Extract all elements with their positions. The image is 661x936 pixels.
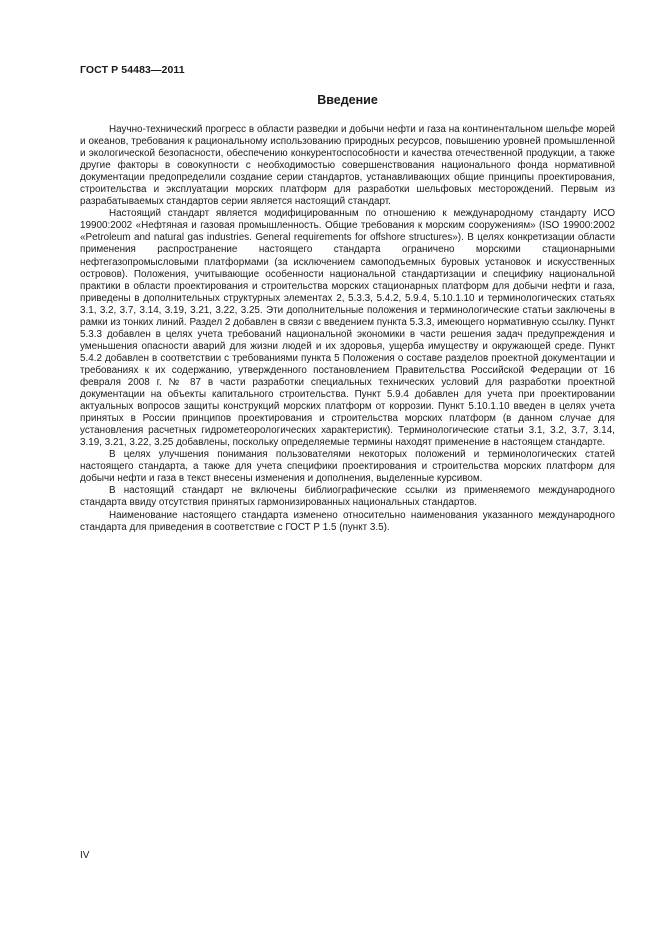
paragraph-1: Научно-технический прогресс в области разведки и добычи нефти и газа на континентальном шельфе морей и океанов, требования к рациональному использованию природных ресурсов, повышению уровней промышленной и экологической безопасности, обеспечению конкурентоспособности и качества отечественной продукции, а также другие факторы в совокупности с необходимостью совершенствования национального фонда нормативной документации предопределили создание серии стандартов, устанавливающих общие принципы проектирования, строительства и эксплуатации морских платформ для разработки шельфовых месторождений. Первым из разрабатываемых стандартов серии является настоящий стандарт. [80, 124, 615, 208]
paragraph-5: Наименование настоящего стандарта изменено относительно наименования указанного международного стандарта для приведения в соответствие с ГОСТ Р 1.5 (пункт 3.5). [80, 509, 615, 533]
section-title: Введение [317, 93, 378, 107]
page-number: IV [80, 850, 90, 861]
paragraph-4: В настоящий стандарт не включены библиографические ссылки из применяемого международного стандарта ввиду отсутствия принятых гармонизированных национальных стандартов. [80, 485, 615, 509]
document-code-header: ГОСТ Р 54483—2011 [80, 64, 185, 76]
introduction-body [80, 124, 615, 534]
paragraph-2: Настоящий стандарт является модифицированным по отношению к международному стандарту ИСО 19900:2002 «Нефтяная и газовая промышленность. Общие требования к морским сооружениям» (ISO 19900:2002 «Petroleum and natural gas industries. General requirements for offshore structures»). В целях конкретизации области применения распространение настоящего стандарта ограничено морскими стационарными нефтегазопромысловыми платформами (за исключением самоподъемных буровых установок и искусственных островов). Положения, учитывающие особенности национальной стандартизации и специфику национальной практики в области проектирования и строительства морских стационарных платформ для добычи нефти и газа, приведены в дополнительных структурных элементах 2, 5.3.3, 5.4.2, 5.9.4, 5.10.1.10 и терминологических статьях 3.1, 3.2, 3.7, 3.14, 3.19, 3.21, 3.22, 3.25. Эти дополнительные положения и терминологические статьи заключены в рамки из тонких линий. Раздел 2 добавлен в связи с введением пункта 5.3.3, имеющего нормативную ссылку. Пункт 5.3.3 добавлен в целях учета требований национальной экономики в части решения задач предупреждения и уменьшения опасности аварий для жизни людей и их здоровья, ущерба имуществу и окружающей среде. Пункт 5.4.2 добавлен в соответствии с требованиями пункта 5 Положения о составе разделов проектной документации и требованиях к их содержанию, утвержденного постановлением Правительства Российской Федерации от 16 февраля 2008 г. № 87 в части разработки специальных технических условий для разработки проектной документации на объекты капитального строительства. Пункт 5.9.4 добавлен для учета при проектировании актуальных вопросов защиты конструкций морских платформ от коррозии. Пункт 5.10.1.10 введен в целях учета принятых в России принципов проектирования и строительства морских платформ (в данном случае для установления расчетных гидрометеорологических характеристик). Терминологические статьи 3.1, 3.2, 3.7, 3.14, 3.19, 3.21, 3.22, 3.25 добавлены, поскольку определяемые термины находят применение в настоящем стандарте. [80, 208, 615, 449]
paragraph-3: В целях улучшения понимания пользователями некоторых положений и терминологических статей настоящего стандарта, а также для учета специфики проектирования и строительства морских платформ для добычи нефти и газа в текст внесены изменения и дополнения, выделенные курсивом. [80, 449, 615, 485]
